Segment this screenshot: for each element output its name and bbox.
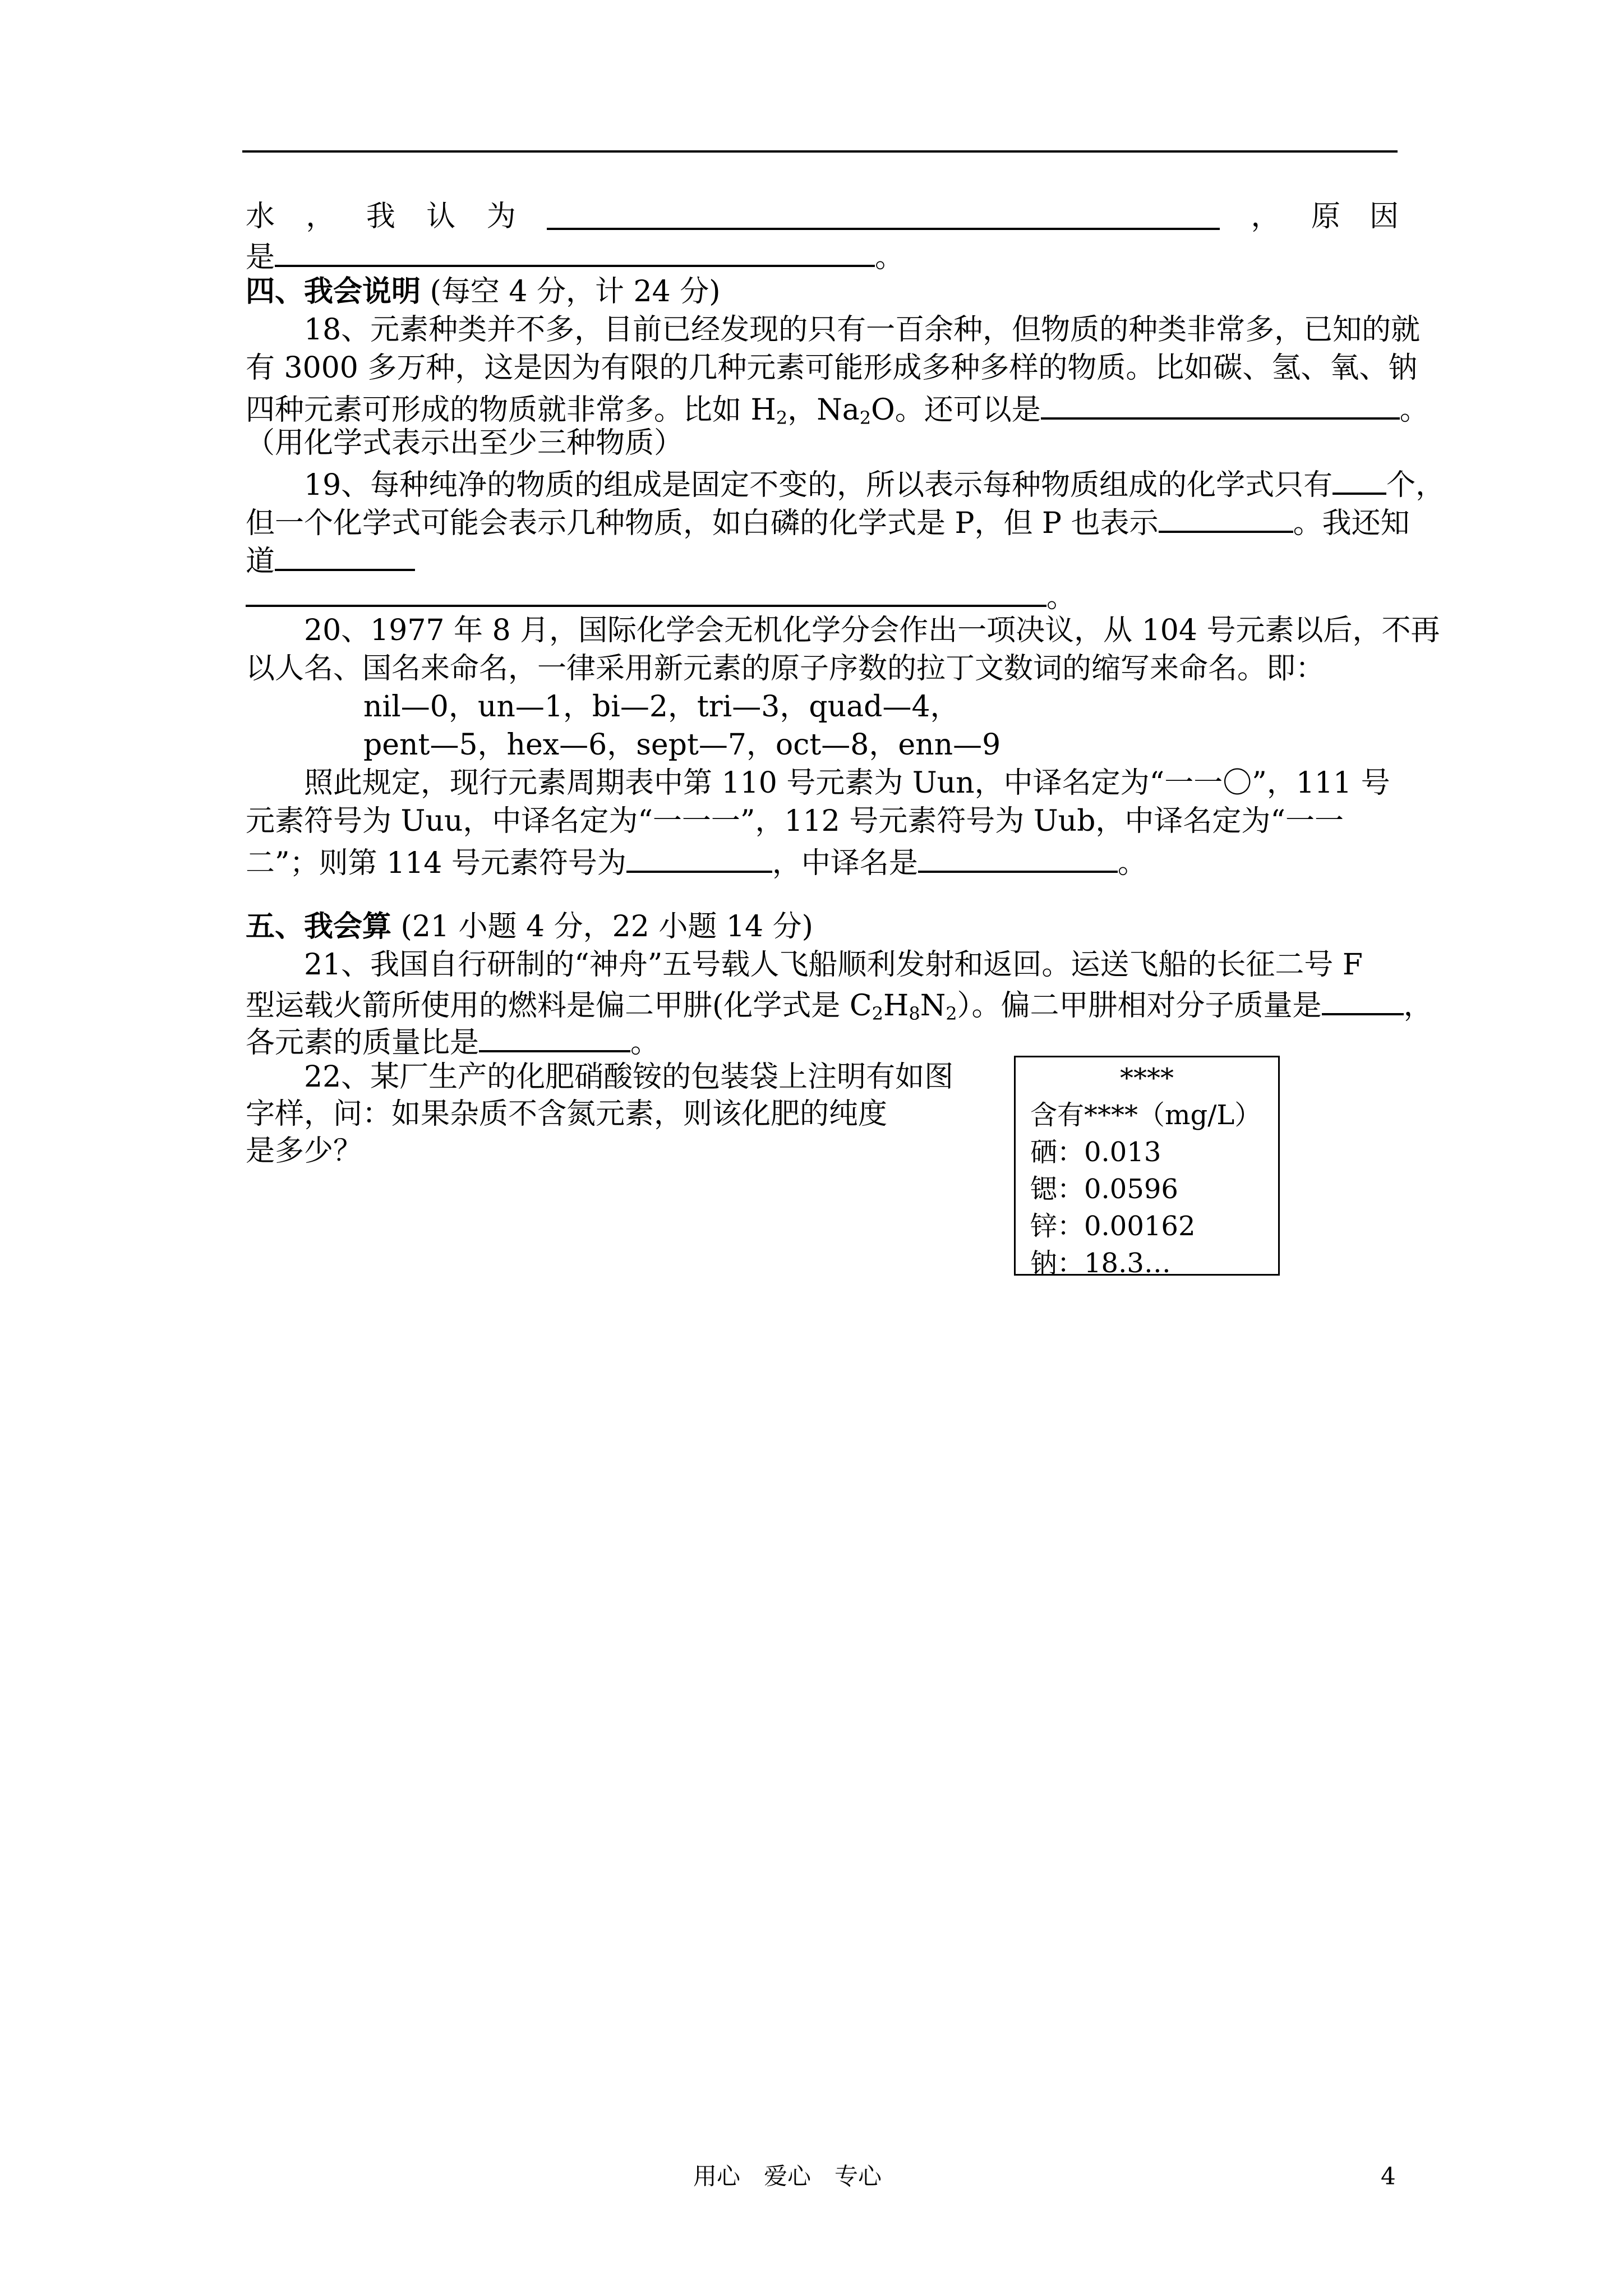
q18-answer-blank[interactable] bbox=[1041, 387, 1400, 420]
q22-line1: 22、某厂生产的化肥硝酸铵的包装袋上注明有如图 bbox=[304, 1060, 954, 1094]
q22-line3: 是多少？ bbox=[246, 1134, 363, 1168]
q17-word-2: ， bbox=[306, 200, 335, 233]
section4-heading-line bbox=[246, 273, 1399, 311]
section5-note: (21 小题 4 分，22 小题 14 分) bbox=[400, 910, 813, 944]
q19-answer-blank-1[interactable] bbox=[1332, 462, 1386, 495]
q18-line3-c: O。还可以是 bbox=[871, 393, 1041, 427]
q21-answer-blank-2[interactable] bbox=[479, 1020, 630, 1052]
q19-line1-b: 个， bbox=[1386, 468, 1445, 502]
q21-sub-h: 8 bbox=[909, 1003, 920, 1024]
q19-line1-a: 19、每种纯净的物质的组成是固定不变的，所以表示每种物质组成的化学式只有 bbox=[304, 468, 1333, 502]
section5-heading-line bbox=[246, 908, 1399, 946]
q21-sub-n: 2 bbox=[946, 1003, 957, 1024]
label-title: **** bbox=[1120, 1062, 1174, 1094]
q18-line3-a: 四种元素可形成的物质就非常多。比如 H bbox=[246, 393, 776, 427]
q20-line3: nil—0，un—1，bi—2，tri—3，quad—4， bbox=[363, 690, 960, 724]
q17-answer-blank-1[interactable] bbox=[547, 197, 1220, 230]
q20-line7-b: ，中译名是 bbox=[772, 846, 918, 880]
q17-line2-end: 。 bbox=[875, 241, 905, 274]
section4-note: (每空 4 分，计 24 分) bbox=[430, 275, 721, 309]
q20-answer-blank-1[interactable] bbox=[626, 840, 772, 873]
q19-line4-end: 。 bbox=[1046, 581, 1076, 614]
label-row-zinc: 锌：0.00162 bbox=[1030, 1211, 1196, 1242]
page-number: 4 bbox=[1381, 2162, 1396, 2190]
q20-line7-end: 。 bbox=[1117, 846, 1147, 880]
q18-line4: （用化学式表示出至少三种物质） bbox=[246, 426, 684, 460]
section4-heading: 四、我会说明 bbox=[246, 274, 421, 309]
q21-sub-c: 2 bbox=[872, 1003, 883, 1024]
q18-line2: 有 3000 多万种，这是因为有限的几种元素可能形成多种多样的物质。比如碳、氢、氧、钠 bbox=[246, 351, 1418, 385]
footer-motto: 用心 爱心 专心 bbox=[693, 2162, 882, 2190]
q20-line7-a: 二”；则第 114 号元素符号为 bbox=[246, 846, 626, 880]
q21-n: N bbox=[920, 989, 946, 1023]
q17-line1 bbox=[246, 197, 1399, 236]
q17-answer-blank-2[interactable] bbox=[275, 234, 875, 267]
q21-line3-a: 各元素的质量比是 bbox=[246, 1026, 479, 1060]
q17-right-text: 原 因 bbox=[1311, 200, 1399, 233]
label-subtitle: 含有****（mg/L） bbox=[1030, 1099, 1262, 1131]
product-label-box bbox=[1014, 1056, 1280, 1279]
q21-line2-b: ）。偏二甲肼相对分子质量是 bbox=[957, 989, 1322, 1023]
q20-line5: 照此规定，现行元素周期表中第 110 号元素为 Uun，中译名定为“一一〇”，111 号 bbox=[304, 766, 1390, 800]
q18-line1: 18、元素种类并不多，目前已经发现的只有一百余种，但物质的种类非常多，已知的就 bbox=[304, 313, 1421, 347]
q21-line2 bbox=[246, 983, 1433, 1024]
q17-comma: ， bbox=[1251, 200, 1280, 233]
q18-line3-b: ，Na bbox=[787, 393, 860, 427]
q21-line1: 21、我国自行研制的“神舟”五号载人飞船顺利发射和返回。运送飞船的长征二号 F bbox=[304, 948, 1363, 982]
q21-answer-blank-1[interactable] bbox=[1322, 983, 1404, 1015]
q22-line2: 字样，问：如果杂质不含氮元素，则该化肥的纯度 bbox=[246, 1097, 888, 1131]
q21-h: H bbox=[883, 989, 909, 1023]
q21-line3 bbox=[246, 1020, 1399, 1058]
q19-line1 bbox=[246, 462, 1445, 502]
q20-line2: 以人名、国名来命名，一律采用新元素的原子序数的拉丁文数词的缩写来命名。即： bbox=[246, 652, 1325, 685]
q19-answer-blank-4[interactable] bbox=[246, 574, 1046, 607]
q18-line3 bbox=[246, 387, 1429, 429]
q21-line2-end: ， bbox=[1403, 989, 1433, 1023]
q19-line2-a: 但一个化学式可能会表示几种物质，如白磷的化学式是 P，但 P 也表示 bbox=[246, 507, 1159, 540]
q19-line2 bbox=[246, 500, 1410, 540]
q17-word-4: 认 bbox=[426, 200, 456, 233]
q20-line4: pent—5，hex—6，sept—7，oct—8，enn—9 bbox=[363, 728, 1001, 762]
q19-line2-b: 。我还知 bbox=[1293, 507, 1410, 540]
q21-line2-a: 型运载火箭所使用的燃料是偏二甲肼(化学式是 C bbox=[246, 989, 872, 1023]
header-rule bbox=[242, 150, 1398, 153]
label-row-strontium: 锶：0.0596 bbox=[1030, 1174, 1178, 1205]
q17-line2 bbox=[246, 234, 1399, 273]
section5-heading: 五、我会算 bbox=[246, 909, 392, 944]
q19-line3 bbox=[246, 539, 1399, 577]
q19-answer-blank-3[interactable] bbox=[275, 539, 415, 571]
q20-line1: 20、1977 年 8 月，国际化学会无机化学分会作出一项决议，从 104 号元素以后，不再 bbox=[304, 614, 1440, 647]
q18-line3-end: 。 bbox=[1399, 393, 1429, 427]
q17-word-3: 我 bbox=[366, 200, 395, 233]
q20-line7 bbox=[246, 840, 1399, 878]
q19-line4 bbox=[246, 574, 1399, 613]
q18-sub1: 2 bbox=[776, 407, 788, 429]
q17-word-1: 水 bbox=[246, 200, 275, 233]
label-row-sodium: 钠：18.3… bbox=[1030, 1248, 1171, 1279]
q21-line3-end: 。 bbox=[630, 1026, 660, 1060]
q17-line2-start: 是 bbox=[246, 241, 275, 274]
q17-word-5: 为 bbox=[486, 200, 516, 233]
q19-line3-text: 道 bbox=[246, 545, 275, 578]
q20-line6: 元素符号为 Uuu，中译名定为“一一一”，112 号元素符号为 Uub，中译名定为“一一 bbox=[246, 804, 1344, 838]
q20-answer-blank-2[interactable] bbox=[918, 840, 1118, 873]
label-row-selenium: 硒：0.013 bbox=[1030, 1137, 1161, 1168]
q18-sub2: 2 bbox=[859, 407, 872, 429]
q19-answer-blank-2[interactable] bbox=[1159, 500, 1293, 533]
